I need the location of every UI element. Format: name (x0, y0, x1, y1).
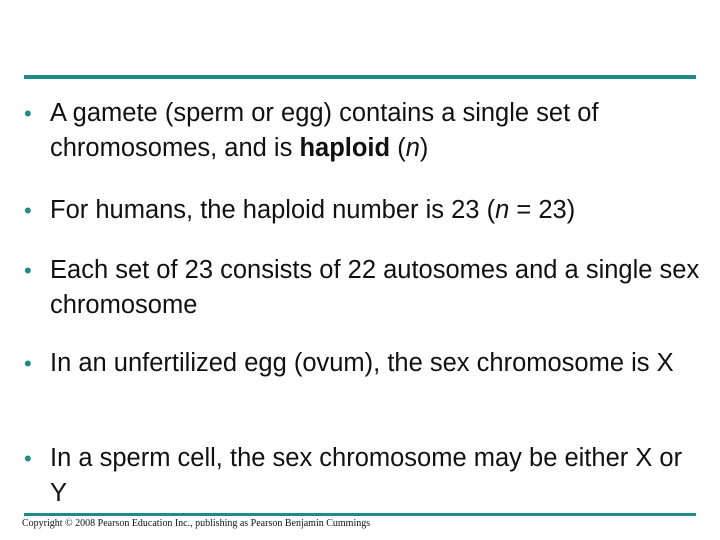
text-run: ) (419, 134, 429, 162)
top-divider (24, 75, 696, 79)
text-run: In a sperm cell, the sex chromosome may be either X or Y (50, 444, 683, 507)
text-run: ( (390, 134, 406, 162)
symbol-n: n (495, 196, 510, 224)
bullet-item-human-haploid-number (24, 193, 704, 228)
bullet-marker: • (24, 258, 32, 283)
bullet-item-egg-sex-chromosome (24, 346, 704, 381)
bullet-text (50, 96, 704, 166)
bullet-item-gamete (24, 96, 704, 166)
copyright-notice: Copyright © 2008 Pearson Education Inc., publishing as Pearson Benjamin Cummings (22, 518, 371, 529)
text-run: For humans, the haploid number is 23 ( (50, 196, 496, 224)
text-run: = 23) (509, 196, 576, 224)
bullet-text (50, 193, 704, 228)
term-haploid: haploid (299, 134, 391, 162)
text-run: Each set of 23 consists of 22 autosomes and a single sex chromosome (50, 256, 700, 319)
bottom-divider (24, 513, 696, 516)
bullet-text (50, 253, 704, 323)
bullet-item-sperm-sex-chromosome (24, 441, 704, 511)
bullet-item-autosomes (24, 253, 704, 323)
bullet-marker: • (24, 446, 32, 471)
text-run: A gamete (sperm or egg) contains a single set of chromosomes, and is (50, 99, 599, 162)
text-run: In an unfertilized egg (ovum), the sex chromosome is X (50, 349, 674, 377)
bullet-text (50, 346, 704, 381)
bullet-marker: • (24, 198, 32, 223)
bullet-text (50, 441, 704, 511)
bullet-marker: • (24, 351, 32, 376)
bullet-marker: • (24, 101, 32, 126)
symbol-n: n (405, 134, 420, 162)
